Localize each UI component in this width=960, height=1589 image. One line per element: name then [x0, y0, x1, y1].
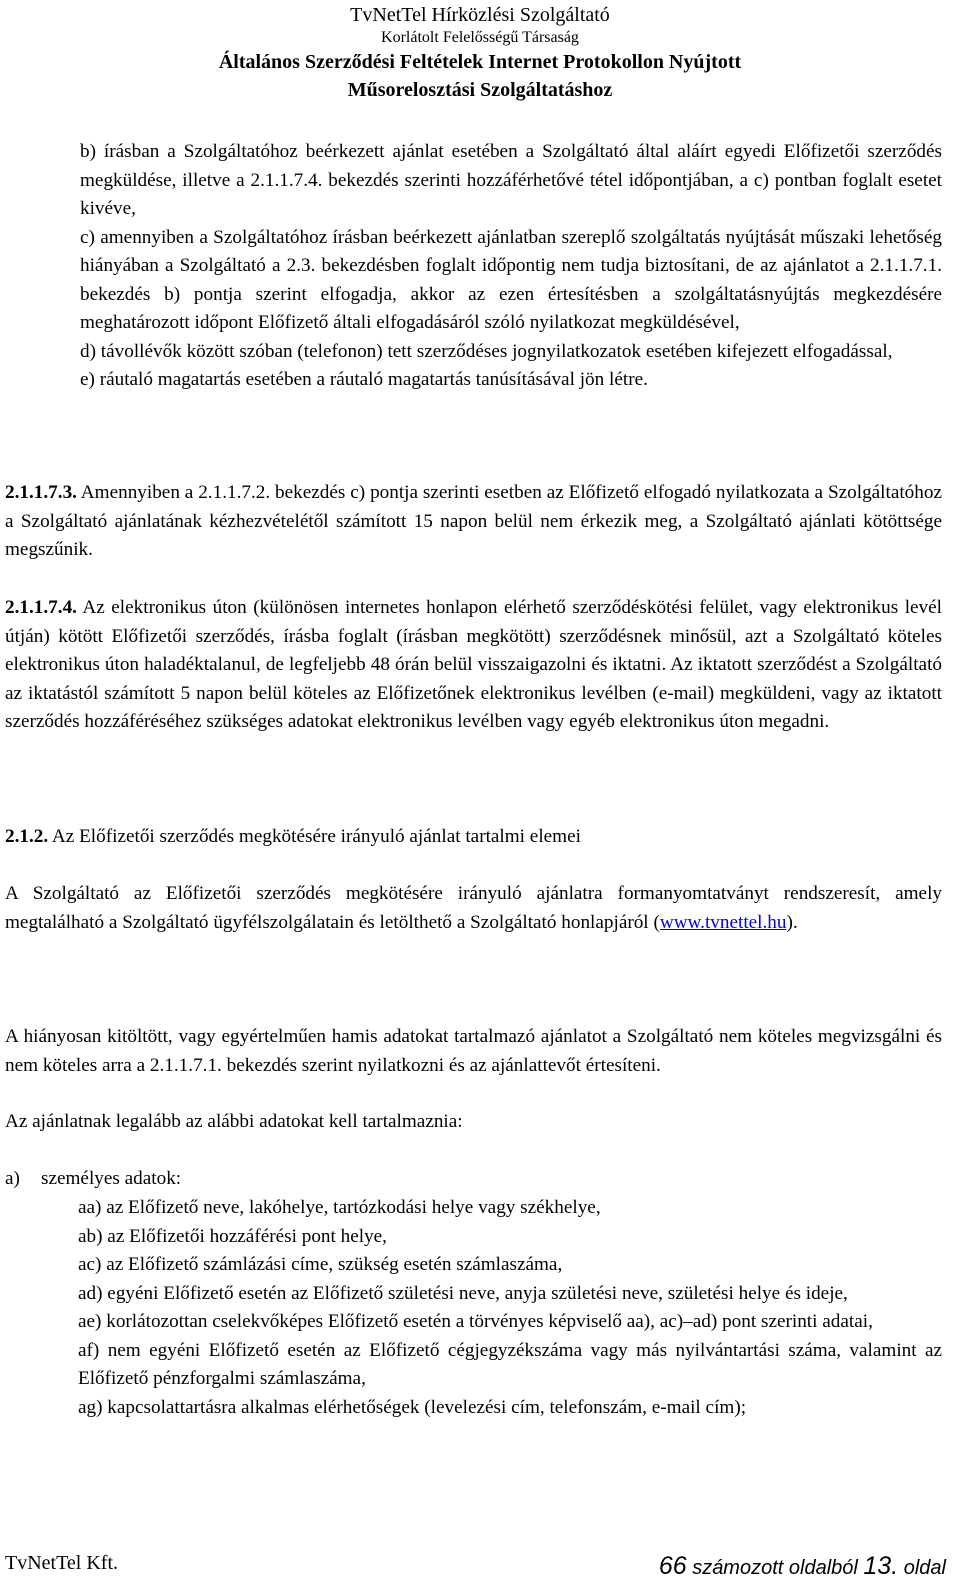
- section-number: 2.1.2.: [5, 826, 49, 847]
- document-title-line-1: Általános Szerződési Feltételek Internet Protokollon Nyújtott: [218, 51, 742, 73]
- section-number: 2.1.1.7.4.: [5, 597, 77, 618]
- paragraph-required: Az ajánlatnak legalább az alábbi adatokat kell tartalmaznia:: [5, 1111, 463, 1132]
- paragraph-form: A Szolgáltató az Előfizetői szerződés megkötésére irányuló ajánlatra formanyomtatványt rendszeresít, amely megtalálható a Szolgáltató ügyfélszolgálatain és letölthető a Szolgáltató honlapjáról (www.tvnettel.hu).: [5, 883, 942, 933]
- page-header: [0, 2, 960, 104]
- page-number: 66 számozott oldalból 13. oldal: [658, 1552, 946, 1580]
- item-d: d) távollévők között szóban (telefonon) tett szerződéses jognyilatkozatok esetében kifejezett elfogadással,: [80, 340, 893, 362]
- list-item: af) nem egyéni Előfizető esetén az Előfizető cégjegyzékszáma vagy más nyilvántartási száma, valamint az Előfizető pénzforgalmi számlaszáma,: [78, 1339, 942, 1389]
- section-text: Amennyiben a 2.1.1.7.2. bekezdés c) pontja szerinti esetben az Előfizető elfogadó nyilatkozata a Szolgáltatóhoz a Szolgáltató ajánlatának kézhezvételétől számított 15 napon belül nem érkezik meg, a Szolgáltató ajánlati kötöttsége megszűnik.: [5, 482, 942, 560]
- document-title-line-2: Műsorelosztási Szolgáltatáshoz: [347, 79, 613, 101]
- section-2-1-1-7-3: [5, 479, 942, 565]
- list-item: ae) korlátozottan cselekvőképes Előfizető esetén a törvényes képviselő aa), ac)–ad) pont szerinti adatai,: [78, 1311, 873, 1332]
- website-link[interactable]: www.tvnettel.hu: [659, 911, 787, 933]
- footer-company: TvNetTel Kft.: [5, 1552, 119, 1574]
- list-item: ag) kapcsolattartásra alkalmas elérhetőségek (levelezési cím, telefonszám, e-mail cím);: [78, 1396, 747, 1418]
- section-2-1-1-7-4: [5, 594, 942, 737]
- section-number: 2.1.1.7.3.: [5, 482, 77, 503]
- item-b: b) írásban a Szolgáltatóhoz beérkezett ajánlat esetében a Szolgáltató által aláírt egyedi Előfizetői szerződés megküldése, illetve a 2.1.1.7.4. bekezdés szerinti hozzáférhetővé tétel időpontjában, a c) pontban foglalt esetet kivéve,: [80, 141, 942, 219]
- section-text: Az elektronikus úton (különösen internetes honlapon elérhető szerződéskötési felület, vagy elektronikus levél útján) kötött Előfizetői szerződés, írásba foglalt (írásban megkötött) szerződésnek minősül, azt a Szolgáltató köteles elektronikus úton haladéktalanul, de legfeljebb 48 órán belül visszaigazolni és iktatni. Az iktatott szerződést a Szolgáltató az iktatástól számított 5 napon belül köteles az Előfizetőnek elektronikus levélben (e-mail) megküldeni, vagy az iktatott szerződés hozzáféréséhez szükséges adatokat elektronikus levélben vagy egyéb elektronikus úton megadni.: [5, 597, 942, 732]
- list-item: ac) az Előfizető számlázási címe, szükség esetén számlaszáma,: [78, 1254, 563, 1275]
- list-item: aa) az Előfizető neve, lakóhelye, tartózkodási helye vagy székhelye,: [78, 1197, 601, 1218]
- list-a-items: [78, 1194, 942, 1422]
- list-a-heading: [5, 1165, 942, 1194]
- item-e: e) ráutaló magatartás esetében a ráutaló magatartás tanúsításával jön létre.: [80, 369, 648, 390]
- intro-items: [80, 138, 942, 395]
- list-item: ad) egyéni Előfizető esetén az Előfizető születési neve, anyja születési neve, születési helye és ideje,: [78, 1282, 848, 1304]
- paragraph-incomplete: A hiányosan kitöltött, vagy egyértelműen hamis adatokat tartalmazó ajánlatot a Szolgáltató nem köteles megvizsgálni és nem köteles arra a 2.1.1.7.1. bekezdés szerint nyilatkozni és az ajánlattevőt értesíteni.: [5, 1026, 942, 1076]
- company-name: TvNetTel Hírközlési Szolgáltató: [350, 4, 610, 26]
- section-title: Az Előfizetői szerződés megkötésére irányuló ajánlat tartalmi elemei: [51, 826, 581, 847]
- section-2-1-2: [5, 823, 942, 852]
- page-footer: [0, 1548, 960, 1588]
- item-c: c) amennyiben a Szolgáltatóhoz írásban beérkezett ajánlatban szereplő szolgáltatás nyújtását műszaki lehetőség hiányában a Szolgáltató a 2.3. bekezdésben foglalt időpontig nem tudja biztosítani, de az ajánlatot a 2.1.1.7.1. bekezdés b) pontja szerint elfogadja, akkor az ezen értesítésben a szolgáltatásnyújtás megkezdésére meghatározott időpont Előfizető általi elfogadásáról szóló nyilatkozat megküldésével,: [80, 226, 942, 333]
- company-form: Korlátolt Felelősségű Társaság: [381, 29, 579, 46]
- list-title: személyes adatok:: [41, 1168, 182, 1189]
- list-label: a): [5, 1168, 20, 1189]
- list-item: ab) az Előfizetői hozzáférési pont helye,: [78, 1225, 387, 1247]
